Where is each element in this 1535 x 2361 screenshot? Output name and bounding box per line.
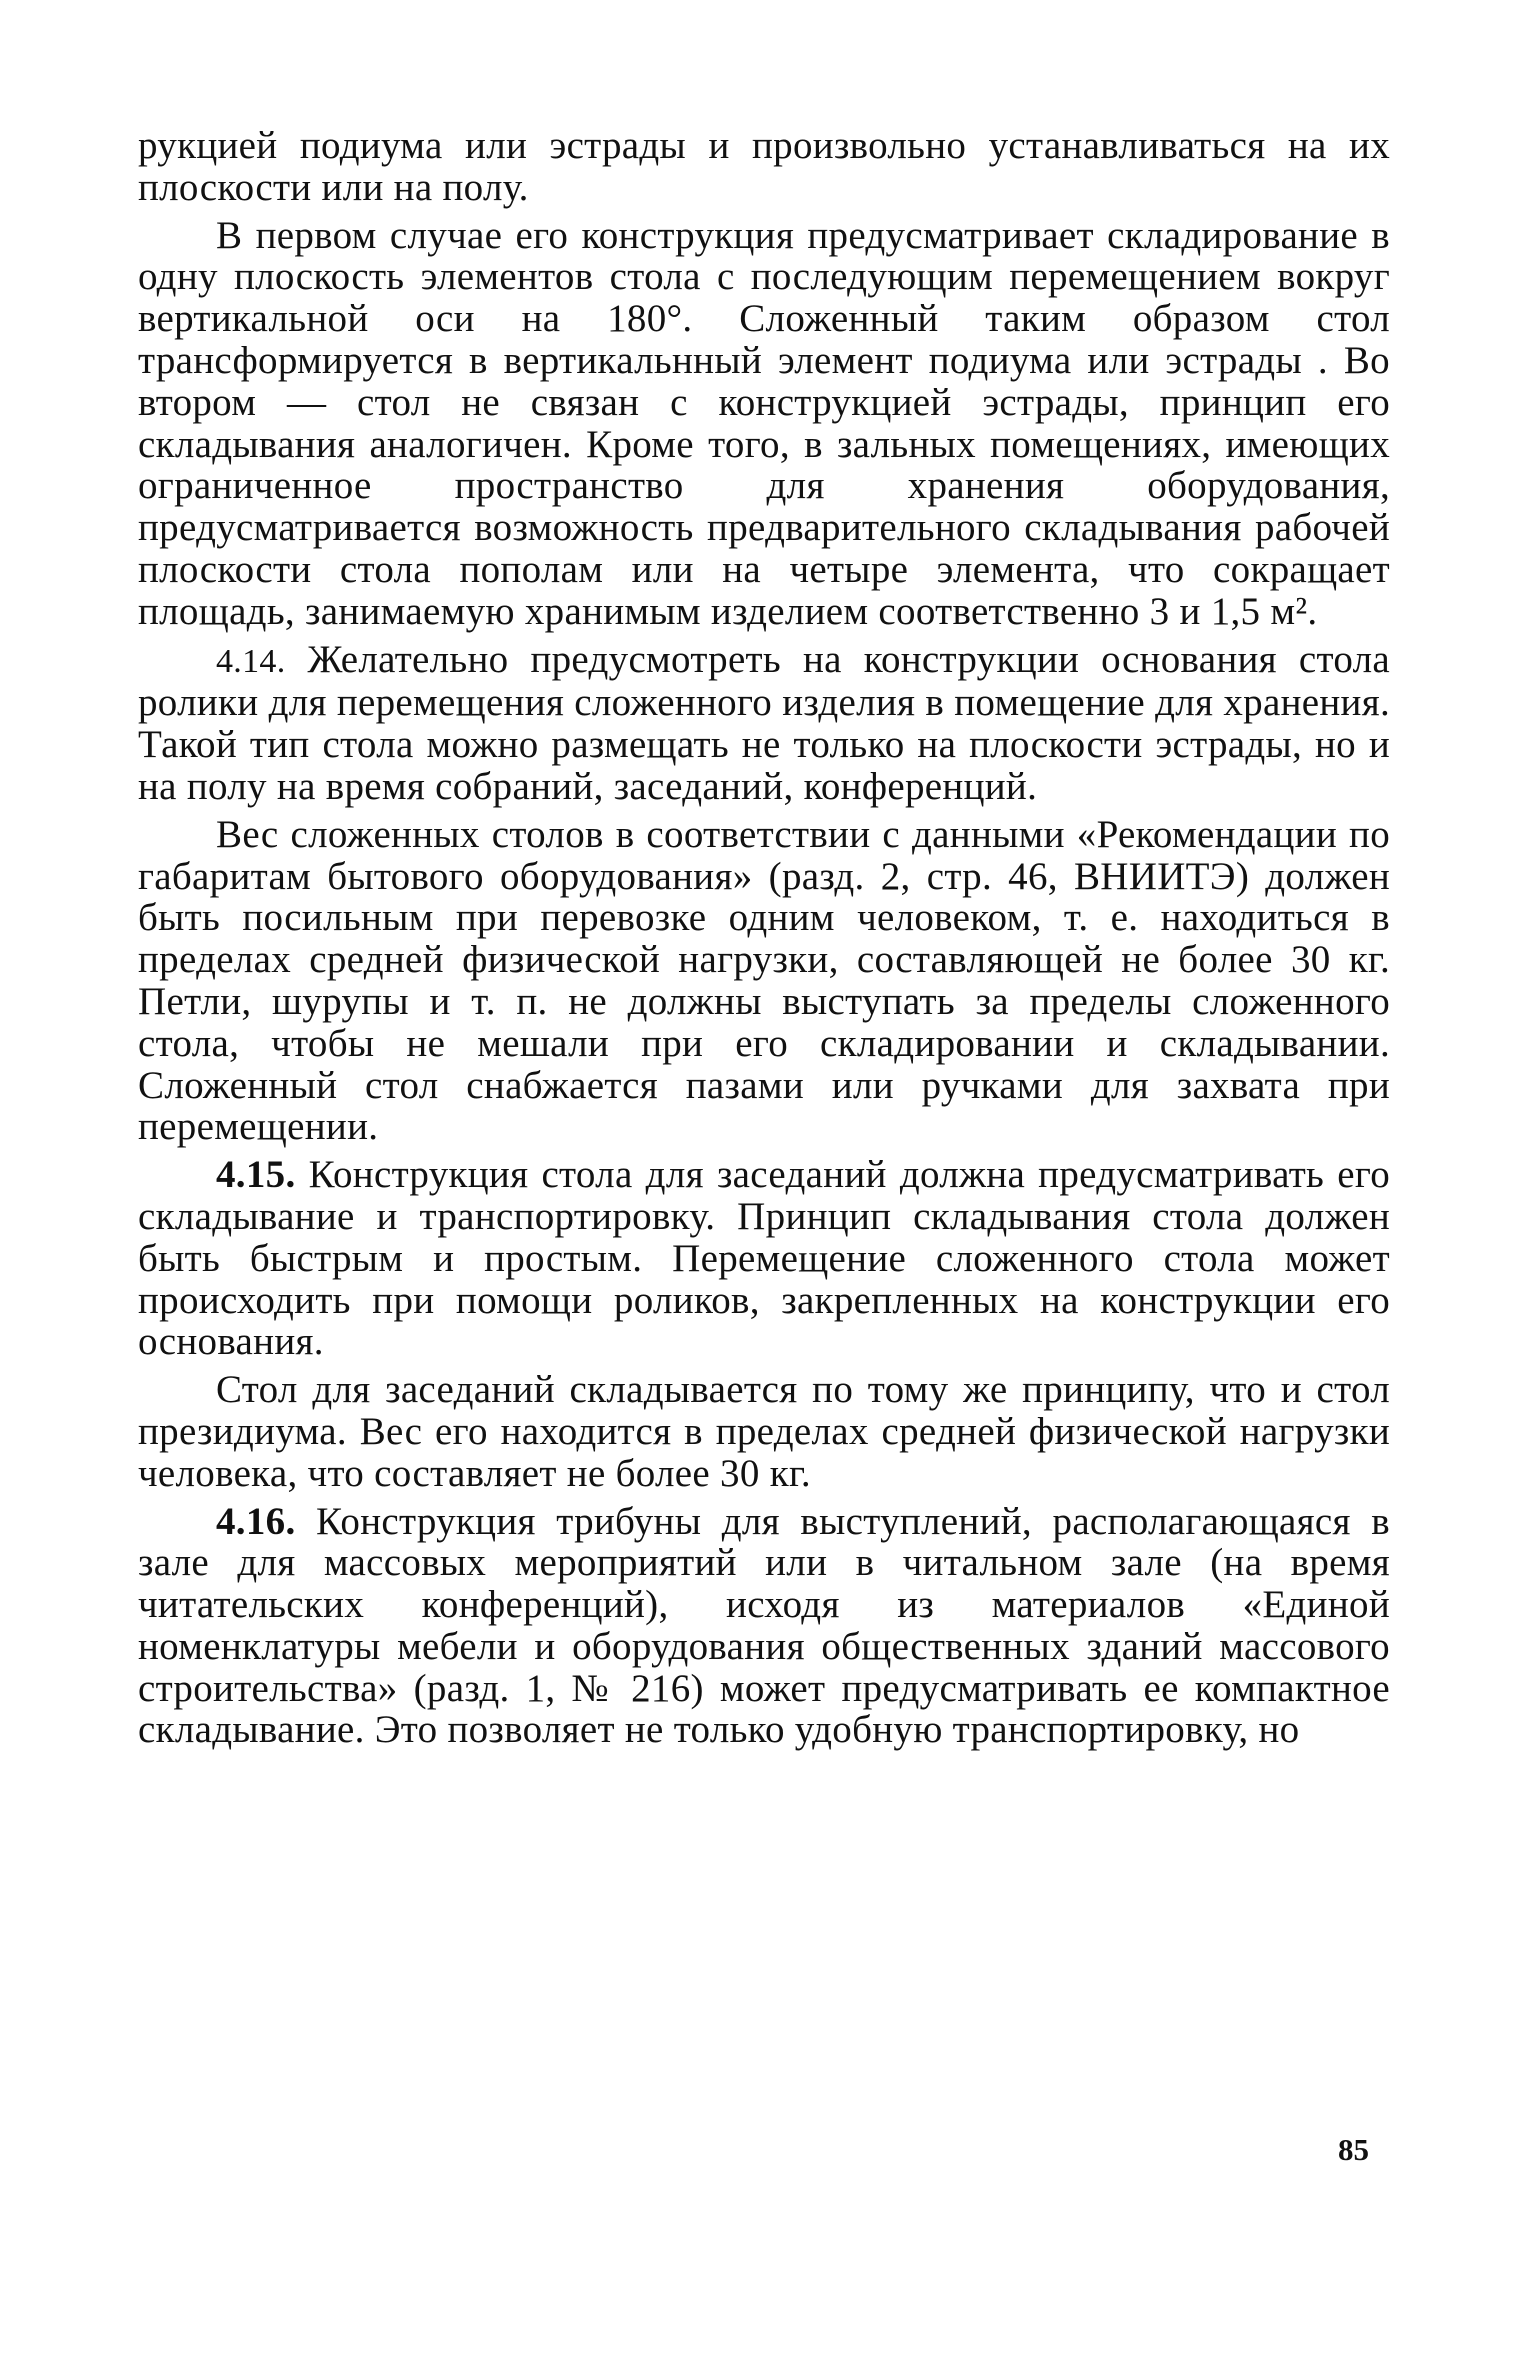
page-number: 85 xyxy=(1338,2132,1369,2167)
paragraph-4-15 xyxy=(138,1154,1390,1363)
paragraph-first-case xyxy=(138,215,1390,633)
paragraph-4-14 xyxy=(138,639,1390,808)
paragraph-text: Вес сложенных столов в соответствии с данными «Рекомендации по габаритам бытового оборудования» (разд. 2, стр. 46, ВНИИТЭ) должен быть посильным при перевозке одним человеком, т. е. находиться в пределах средней физической нагрузки, составляющей не более 30 кг. Петли, шурупы и т. п. не должны выступать за пределы сложенного стола, чтобы не мешали при его складировании и складывании. Сложенный стол снабжается пазами или ручками для захвата при перемещении. xyxy=(138,812,1390,1149)
paragraph-continuation xyxy=(138,125,1390,209)
paragraph-meeting-table xyxy=(138,1369,1390,1494)
paragraph-weight xyxy=(138,814,1390,1148)
paragraph-text: Конструкция трибуны для выступлений, располагающаяся в зале для массовых мероприятий или в читальном зале (на время читательских конференций), исходя из материалов «Единой номенклатуры мебели и оборудования общественных зданий массового строительства» (разд. 1, № 216) может предусматривать ее компактное складывание. Это позволяет не только удобную транспортировку, но xyxy=(138,1499,1390,1752)
paragraph-text: Стол для заседаний складывается по тому же принципу, что и стол президиума. Вес его находится в пределах средней физической нагрузки человека, что составляет не более 30 кг. xyxy=(138,1368,1390,1495)
section-number: 4.14. xyxy=(216,642,286,680)
body-text xyxy=(138,125,1390,1757)
section-number: 4.15. xyxy=(216,1153,296,1197)
paragraph-text: Желательно предусмотреть на конструкции основания стола ролики для перемещения сложенного изделия в помещение для хранения. Такой тип стола можно размещать не только на плоскости эстрады, но и на полу на время собраний, заседаний, конференций. xyxy=(138,637,1390,808)
section-number: 4.16. xyxy=(216,1499,296,1543)
paragraph-4-16 xyxy=(138,1501,1390,1752)
paragraph-text: Конструкция стола для заседаний должна предусматривать его складывание и транспортировку. Принцип складывания стола должен быть быстрым и простым. Перемещение сложенного стола может происходить при помощи роликов, закрепленных на конструкции его основания. xyxy=(138,1153,1390,1364)
paragraph-text: В первом случае его конструкция предусматривает складирование в одну плоскость элементов стола с последующим перемещением вокруг вертикальной оси на 180°. Сложенный таким образом стол трансформируется в вертикальнный элемент подиума или эстрады . Во втором — стол не связан с конструкцией эстрады, принцип его складывания аналогичен. Кроме того, в зальных помещениях, имеющих ограниченное пространство для хранения оборудования, предусматривается возможность предварительного складывания рабочей плоскости стола пополам или на четыре элемента, что сокращает площадь, занимаемую хранимым изделием соответственно 3 и 1,5 м². xyxy=(138,213,1390,633)
paragraph-text: рукцией подиума или эстрады и произвольно устанавливаться на их плоскости или на полу. xyxy=(138,124,1390,209)
